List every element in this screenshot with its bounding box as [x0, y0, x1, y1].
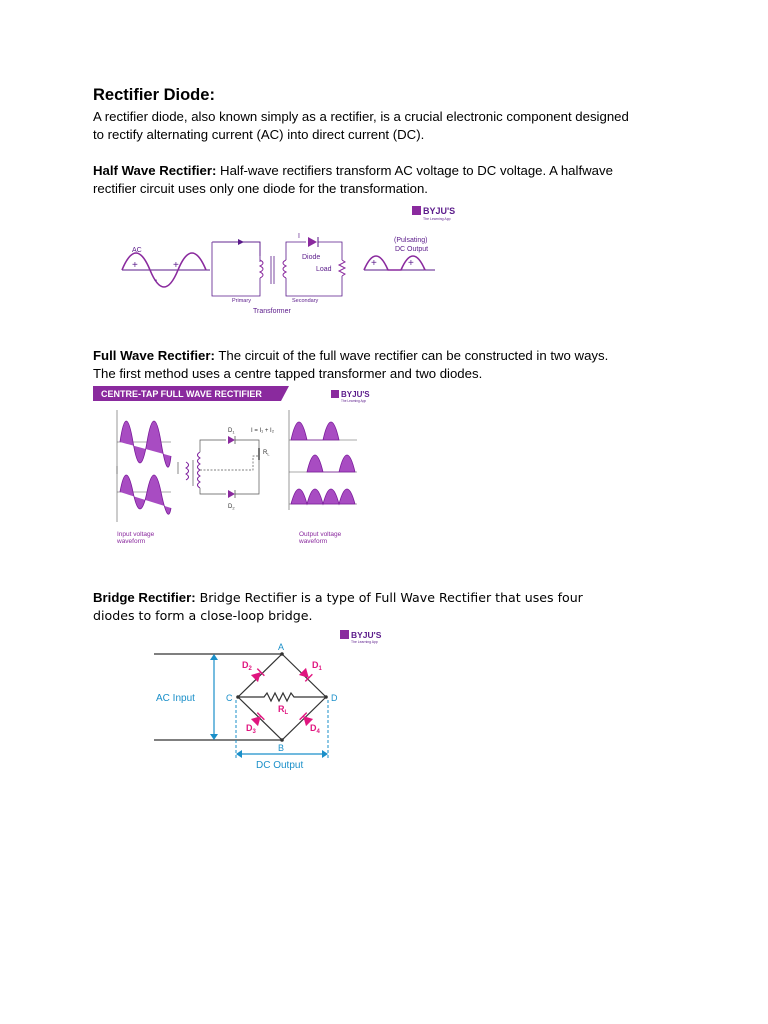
load-wire-top — [318, 242, 342, 260]
bridge-diagram — [150, 628, 390, 774]
load-resistor-icon-3 — [238, 693, 326, 701]
ac-label: AC — [132, 247, 142, 254]
bridge-paragraph — [93, 589, 583, 607]
d4-label-3 — [310, 723, 321, 735]
brand-name-3: BYJU'S — [351, 630, 382, 640]
d2-sub-3: 2 — [248, 666, 252, 672]
dc-output-label: DC Output — [256, 760, 304, 771]
bridge-line-2: diodes to form a close-loop bridge. — [93, 608, 313, 623]
rl-sub-3: L — [284, 710, 289, 716]
brand-name-2: BYJU'S — [341, 390, 370, 399]
brand-tagline-3: The Learning App — [351, 640, 378, 644]
arrow-up-icon — [210, 654, 218, 660]
d2-label-3 — [242, 660, 253, 672]
diode-label: Diode — [302, 254, 321, 261]
lower-wire — [200, 488, 226, 494]
arrow-down-icon — [210, 734, 218, 740]
d2-label — [228, 504, 235, 511]
d2-letter: D — [228, 504, 233, 510]
secondary-wire-bottom — [286, 276, 342, 296]
output-plus: + — [371, 258, 377, 269]
banner-title: CENTRE-TAP FULL WAVE RECTIFIER — [101, 389, 262, 399]
input-caption-2: waveform — [117, 538, 146, 545]
output-wave-1 — [291, 422, 339, 440]
output-label-2: DC Output — [395, 246, 429, 253]
ac-plus-2: + — [173, 260, 179, 271]
primary-coil-2 — [186, 462, 189, 480]
transformer-label: Transformer — [253, 308, 291, 315]
full-wave-heading: Full Wave Rectifier: — [93, 348, 215, 363]
half-wave-paragraph — [93, 162, 613, 180]
d1-label — [228, 428, 235, 435]
ac-input-label: AC Input — [156, 693, 195, 704]
input-wave-2 — [120, 475, 171, 514]
rl-label — [263, 450, 270, 457]
half-wave-text: Half-wave rectifiers transform AC voltage to DC voltage. A halfwave — [216, 163, 613, 178]
full-wave-diagram — [93, 386, 373, 552]
intro-line-1: A rectifier diode, also known simply as a rectifier, is a crucial electronic component designed — [93, 109, 629, 124]
d1-sub: 1 — [232, 429, 235, 435]
full-wave-paragraph — [93, 347, 608, 365]
page-title: Rectifier Diode: — [93, 86, 215, 104]
d4-letter-3: D — [310, 723, 317, 733]
arrow-right-icon — [322, 750, 328, 758]
centre-tap-wire — [200, 456, 259, 470]
input-caption-1: Input voltage — [117, 531, 155, 538]
output-wave-3 — [291, 489, 355, 504]
node-a-label: A — [278, 642, 285, 652]
output-label-1: (Pulsating) — [394, 237, 428, 244]
d1-sub-3: 1 — [318, 666, 322, 672]
input-wave-1 — [120, 421, 171, 467]
node-c-label: C — [226, 693, 233, 703]
half-wave-line-2: rectifier circuit uses only one diode for the transformation. — [93, 181, 428, 196]
diode-d3-icon — [251, 713, 264, 726]
d3-label-3 — [246, 723, 257, 735]
brand-logo-icon — [412, 206, 421, 215]
output-wave-2 — [307, 455, 355, 472]
secondary-label: Secondary — [292, 298, 319, 304]
secondary-coil-2 — [198, 452, 201, 488]
primary-wire-bottom — [212, 242, 260, 296]
bridge-heading: Bridge Rectifier: — [93, 590, 196, 605]
primary-label: Primary — [232, 298, 251, 304]
half-wave-diagram — [110, 200, 470, 320]
ac-plus: + — [132, 260, 138, 271]
primary-wire — [212, 242, 260, 262]
half-wave-heading: Half Wave Rectifier: — [93, 163, 217, 178]
intro-line-2: to rectify alternating current (AC) into direct current (DC). — [93, 127, 425, 142]
rl-sub: L — [267, 451, 270, 457]
full-wave-line-2: The first method uses a centre tapped transformer and two diodes. — [93, 366, 483, 381]
diode-d2-icon — [228, 490, 235, 498]
bridge-text: Bridge Rectifier is a type of Full Wave Rectifier that uses four — [195, 590, 583, 605]
d4-sub-3: 4 — [316, 729, 320, 735]
d1-letter: D — [228, 428, 233, 434]
node-d-label: D — [331, 693, 338, 703]
d2-sub: 2 — [232, 505, 235, 511]
output-plus-2: + — [408, 258, 414, 269]
rl-letter: R — [263, 450, 268, 456]
primary-coil — [260, 260, 263, 278]
rl-letter-3: R — [278, 704, 285, 714]
secondary-coil — [283, 260, 286, 278]
output-caption-1: Output voltage — [299, 531, 342, 538]
current-label: I — [298, 233, 300, 240]
d1-letter-3: D — [312, 660, 319, 670]
d3-letter-3: D — [246, 723, 253, 733]
upper-wire — [200, 440, 226, 452]
brand-name: BYJU'S — [423, 206, 456, 216]
rl-label-3 — [278, 704, 289, 716]
d2-letter-3: D — [242, 660, 249, 670]
ac-minus: - — [154, 275, 158, 286]
output-wire — [235, 440, 259, 494]
arrow-left-icon — [236, 750, 242, 758]
brand-tagline: The Learning App — [423, 217, 451, 221]
load-resistor-icon — [339, 260, 345, 276]
full-wave-text: The circuit of the full wave rectifier can be constructed in two ways. — [214, 348, 609, 363]
current-arrow-icon — [238, 239, 244, 245]
current-equation: I = I₁ + I₂ — [251, 428, 275, 434]
brand-logo-icon-3 — [340, 630, 349, 639]
diode-d1-icon — [299, 668, 312, 681]
diode-d1-icon — [228, 436, 235, 444]
d1-label-3 — [312, 660, 323, 672]
output-caption-2: waveform — [299, 538, 328, 545]
node-b-label: B — [278, 743, 285, 753]
brand-logo-icon-2 — [331, 390, 339, 398]
brand-tagline-2: The Learning App — [341, 399, 367, 403]
diode-icon — [308, 237, 317, 247]
primary-wire-top — [213, 242, 260, 256]
load-label: Load — [316, 266, 332, 273]
d3-sub-3: 3 — [252, 729, 256, 735]
diode-d2-icon — [251, 669, 264, 682]
